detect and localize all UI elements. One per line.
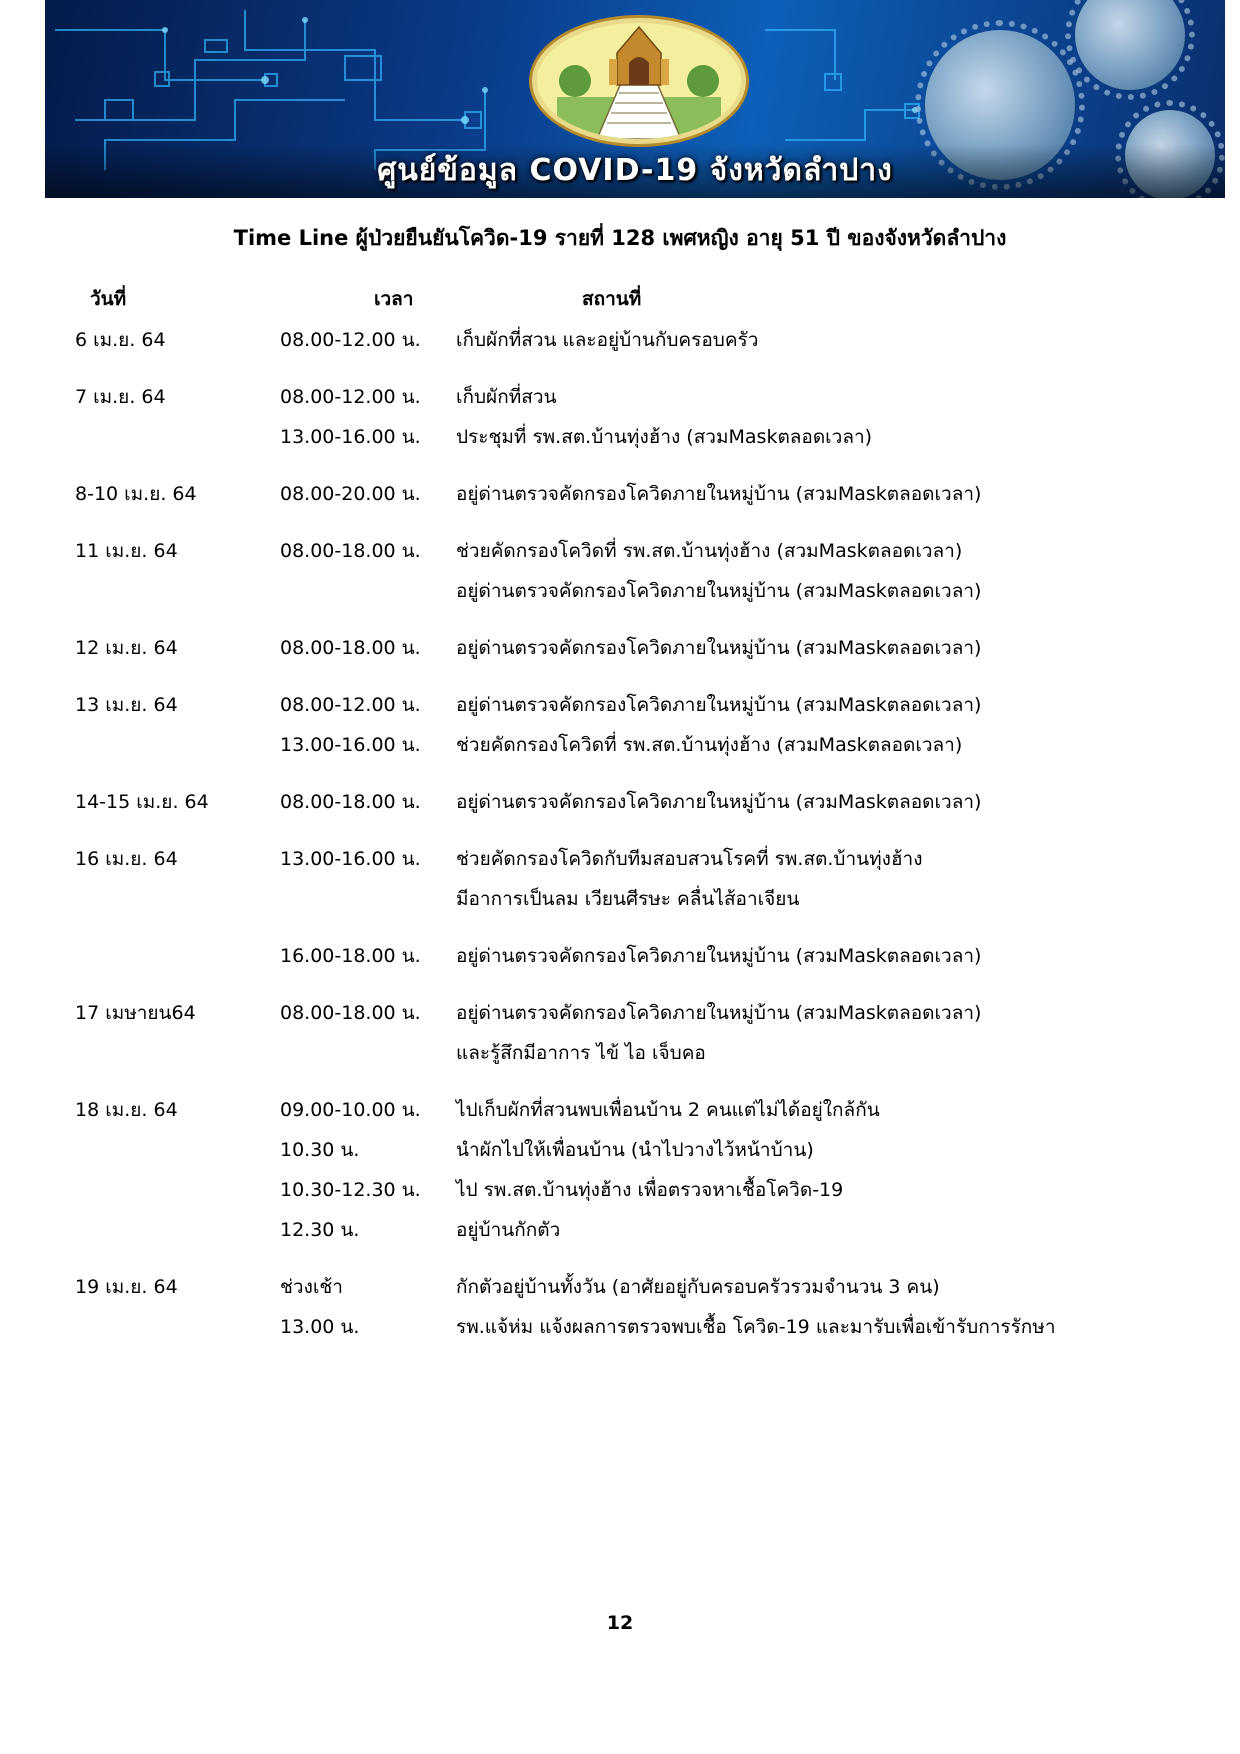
entry-time: 09.00-10.00 น.: [280, 1099, 421, 1121]
entry-place: อยู่บ้านกักตัว: [456, 1219, 561, 1241]
entry-time: 08.00-18.00 น.: [280, 791, 421, 813]
entry-place: อยู่ด่านตรวจคัดกรองโควิดภายในหมู่บ้าน (สวมMaskตลอดเวลา): [456, 791, 982, 813]
timeline-line: [0, 1307, 1240, 1347]
entry-date: 6 เม.ย. 64: [75, 329, 166, 351]
entry-time: 10.30-12.30 น.: [280, 1179, 421, 1201]
header-time: เวลา: [374, 288, 414, 310]
entry-time: 08.00-12.00 น.: [280, 386, 421, 408]
entry-place: อยู่ด่านตรวจคัดกรองโควิดภายในหมู่บ้าน (สวมMaskตลอดเวลา): [456, 1002, 982, 1024]
document-title: Time Line ผู้ป่วยยืนยันโควิด-19 รายที่ 128 เพศหญิง อายุ 51 ปี ของจังหวัดลำปาง: [233, 226, 1007, 250]
entry-time: 08.00-18.00 น.: [280, 637, 421, 659]
timeline-line: [0, 377, 1240, 417]
timeline-line: [0, 320, 1240, 360]
header-place: สถานที่: [582, 288, 642, 310]
entry-time: 08.00-20.00 น.: [280, 483, 421, 505]
timeline-entry: [0, 839, 1240, 919]
entry-time: 13.00-16.00 น.: [280, 848, 421, 870]
virus-illustration: [1075, 0, 1185, 90]
timeline-line: [0, 1130, 1240, 1170]
entry-date: 8-10 เม.ย. 64: [75, 483, 197, 505]
timeline-line: [0, 1267, 1240, 1307]
timeline-line: [0, 879, 1240, 919]
entry-time: 08.00-18.00 น.: [280, 1002, 421, 1024]
timeline-entry: [0, 993, 1240, 1073]
entry-time: 13.00-16.00 น.: [280, 734, 421, 756]
timeline-line: [0, 571, 1240, 611]
timeline-line: [0, 782, 1240, 822]
entry-place: อยู่ด่านตรวจคัดกรองโควิดภายในหมู่บ้าน (สวมMaskตลอดเวลา): [456, 483, 982, 505]
timeline-line: [0, 474, 1240, 514]
timeline-entry: [0, 1267, 1240, 1347]
entry-place: ไปเก็บผักที่สวนพบเพื่อนบ้าน 2 คนแต่ไม่ได้อยู่ใกล้กัน: [456, 1099, 880, 1121]
entry-place: อยู่ด่านตรวจคัดกรองโควิดภายในหมู่บ้าน (สวมMaskตลอดเวลา): [456, 637, 982, 659]
timeline-line: [0, 936, 1240, 976]
page-number: 12: [606, 1612, 634, 1634]
banner-title: ศูนย์ข้อมูล COVID-19 จังหวัดลำปาง: [45, 144, 1225, 198]
entry-time: 08.00-12.00 น.: [280, 329, 421, 351]
entry-time: ช่วงเช้า: [280, 1276, 343, 1298]
entry-date: 13 เม.ย. 64: [75, 694, 178, 716]
province-seal-logo: [532, 18, 746, 144]
entry-place: และรู้สึกมีอาการ ไข้ ไอ เจ็บคอ: [456, 1042, 706, 1064]
timeline-line: [0, 1090, 1240, 1130]
timeline-entry: [0, 320, 1240, 360]
entry-place: ช่วยคัดกรองโควิดที่ รพ.สต.บ้านทุ่งฮ้าง (สวมMaskตลอดเวลา): [456, 734, 963, 756]
entry-time: 12.30 น.: [280, 1219, 360, 1241]
entry-place: กักตัวอยู่บ้านทั้งวัน (อาศัยอยู่กับครอบครัวรวมจำนวน 3 คน): [456, 1276, 940, 1298]
entry-date: 12 เม.ย. 64: [75, 637, 178, 659]
entry-time: 13.00-16.00 น.: [280, 426, 421, 448]
entry-place: รพ.แจ้ห่ม แจ้งผลการตรวจพบเชื้อ โควิด-19 และมารับเพื่อเข้ารับการรักษา: [456, 1316, 1056, 1338]
timeline-line: [0, 1210, 1240, 1250]
entry-place: มีอาการเป็นลม เวียนศีรษะ คลื่นไส้อาเจียน: [456, 888, 800, 910]
entry-time: 08.00-18.00 น.: [280, 540, 421, 562]
entry-date: 7 เม.ย. 64: [75, 386, 166, 408]
entry-date: 17 เมษายน64: [75, 1002, 196, 1024]
entry-place: เก็บผักที่สวน และอยู่บ้านกับครอบครัว: [456, 329, 759, 351]
header-banner: [45, 0, 1225, 198]
entry-place: ประชุมที่ รพ.สต.บ้านทุ่งฮ้าง (สวมMaskตลอดเวลา): [456, 426, 873, 448]
timeline-entry: [0, 936, 1240, 976]
entry-place: อยู่ด่านตรวจคัดกรองโควิดภายในหมู่บ้าน (สวมMaskตลอดเวลา): [456, 580, 982, 602]
timeline-line: [0, 628, 1240, 668]
entry-time: 13.00 น.: [280, 1316, 360, 1338]
timeline-entry: [0, 782, 1240, 822]
entry-date: 16 เม.ย. 64: [75, 848, 178, 870]
entry-time: 08.00-12.00 น.: [280, 694, 421, 716]
entry-place: อยู่ด่านตรวจคัดกรองโควิดภายในหมู่บ้าน (สวมMaskตลอดเวลา): [456, 945, 982, 967]
timeline-line: [0, 1170, 1240, 1210]
timeline-entry: [0, 377, 1240, 457]
timeline-line: [0, 993, 1240, 1033]
entry-place: เก็บผักที่สวน: [456, 386, 557, 408]
timeline-line: [0, 685, 1240, 725]
header-date: วันที่: [90, 288, 127, 310]
entry-time: 10.30 น.: [280, 1139, 360, 1161]
entry-date: 14-15 เม.ย. 64: [75, 791, 209, 813]
timeline-entry: [0, 531, 1240, 611]
timeline-entry: [0, 628, 1240, 668]
timeline-entry: [0, 1090, 1240, 1250]
entry-date: 11 เม.ย. 64: [75, 540, 178, 562]
entry-date: 19 เม.ย. 64: [75, 1276, 178, 1298]
timeline-entry: [0, 685, 1240, 765]
timeline-entry: [0, 474, 1240, 514]
timeline-list: [0, 320, 1240, 1364]
entry-place: นำผักไปให้เพื่อนบ้าน (นำไปวางไว้หน้าบ้าน): [456, 1139, 814, 1161]
timeline-line: [0, 531, 1240, 571]
entry-time: 16.00-18.00 น.: [280, 945, 421, 967]
entry-date: 18 เม.ย. 64: [75, 1099, 178, 1121]
entry-place: ช่วยคัดกรองโควิดที่ รพ.สต.บ้านทุ่งฮ้าง (สวมMaskตลอดเวลา): [456, 540, 963, 562]
entry-place: ไป รพ.สต.บ้านทุ่งฮ้าง เพื่อตรวจหาเชื้อโควิด-19: [456, 1179, 844, 1201]
timeline-line: [0, 725, 1240, 765]
timeline-line: [0, 417, 1240, 457]
timeline-line: [0, 1033, 1240, 1073]
timeline-line: [0, 839, 1240, 879]
entry-place: ช่วยคัดกรองโควิดกับทีมสอบสวนโรคที่ รพ.สต.บ้านทุ่งฮ้าง: [456, 848, 923, 870]
entry-place: อยู่ด่านตรวจคัดกรองโควิดภายในหมู่บ้าน (สวมMaskตลอดเวลา): [456, 694, 982, 716]
